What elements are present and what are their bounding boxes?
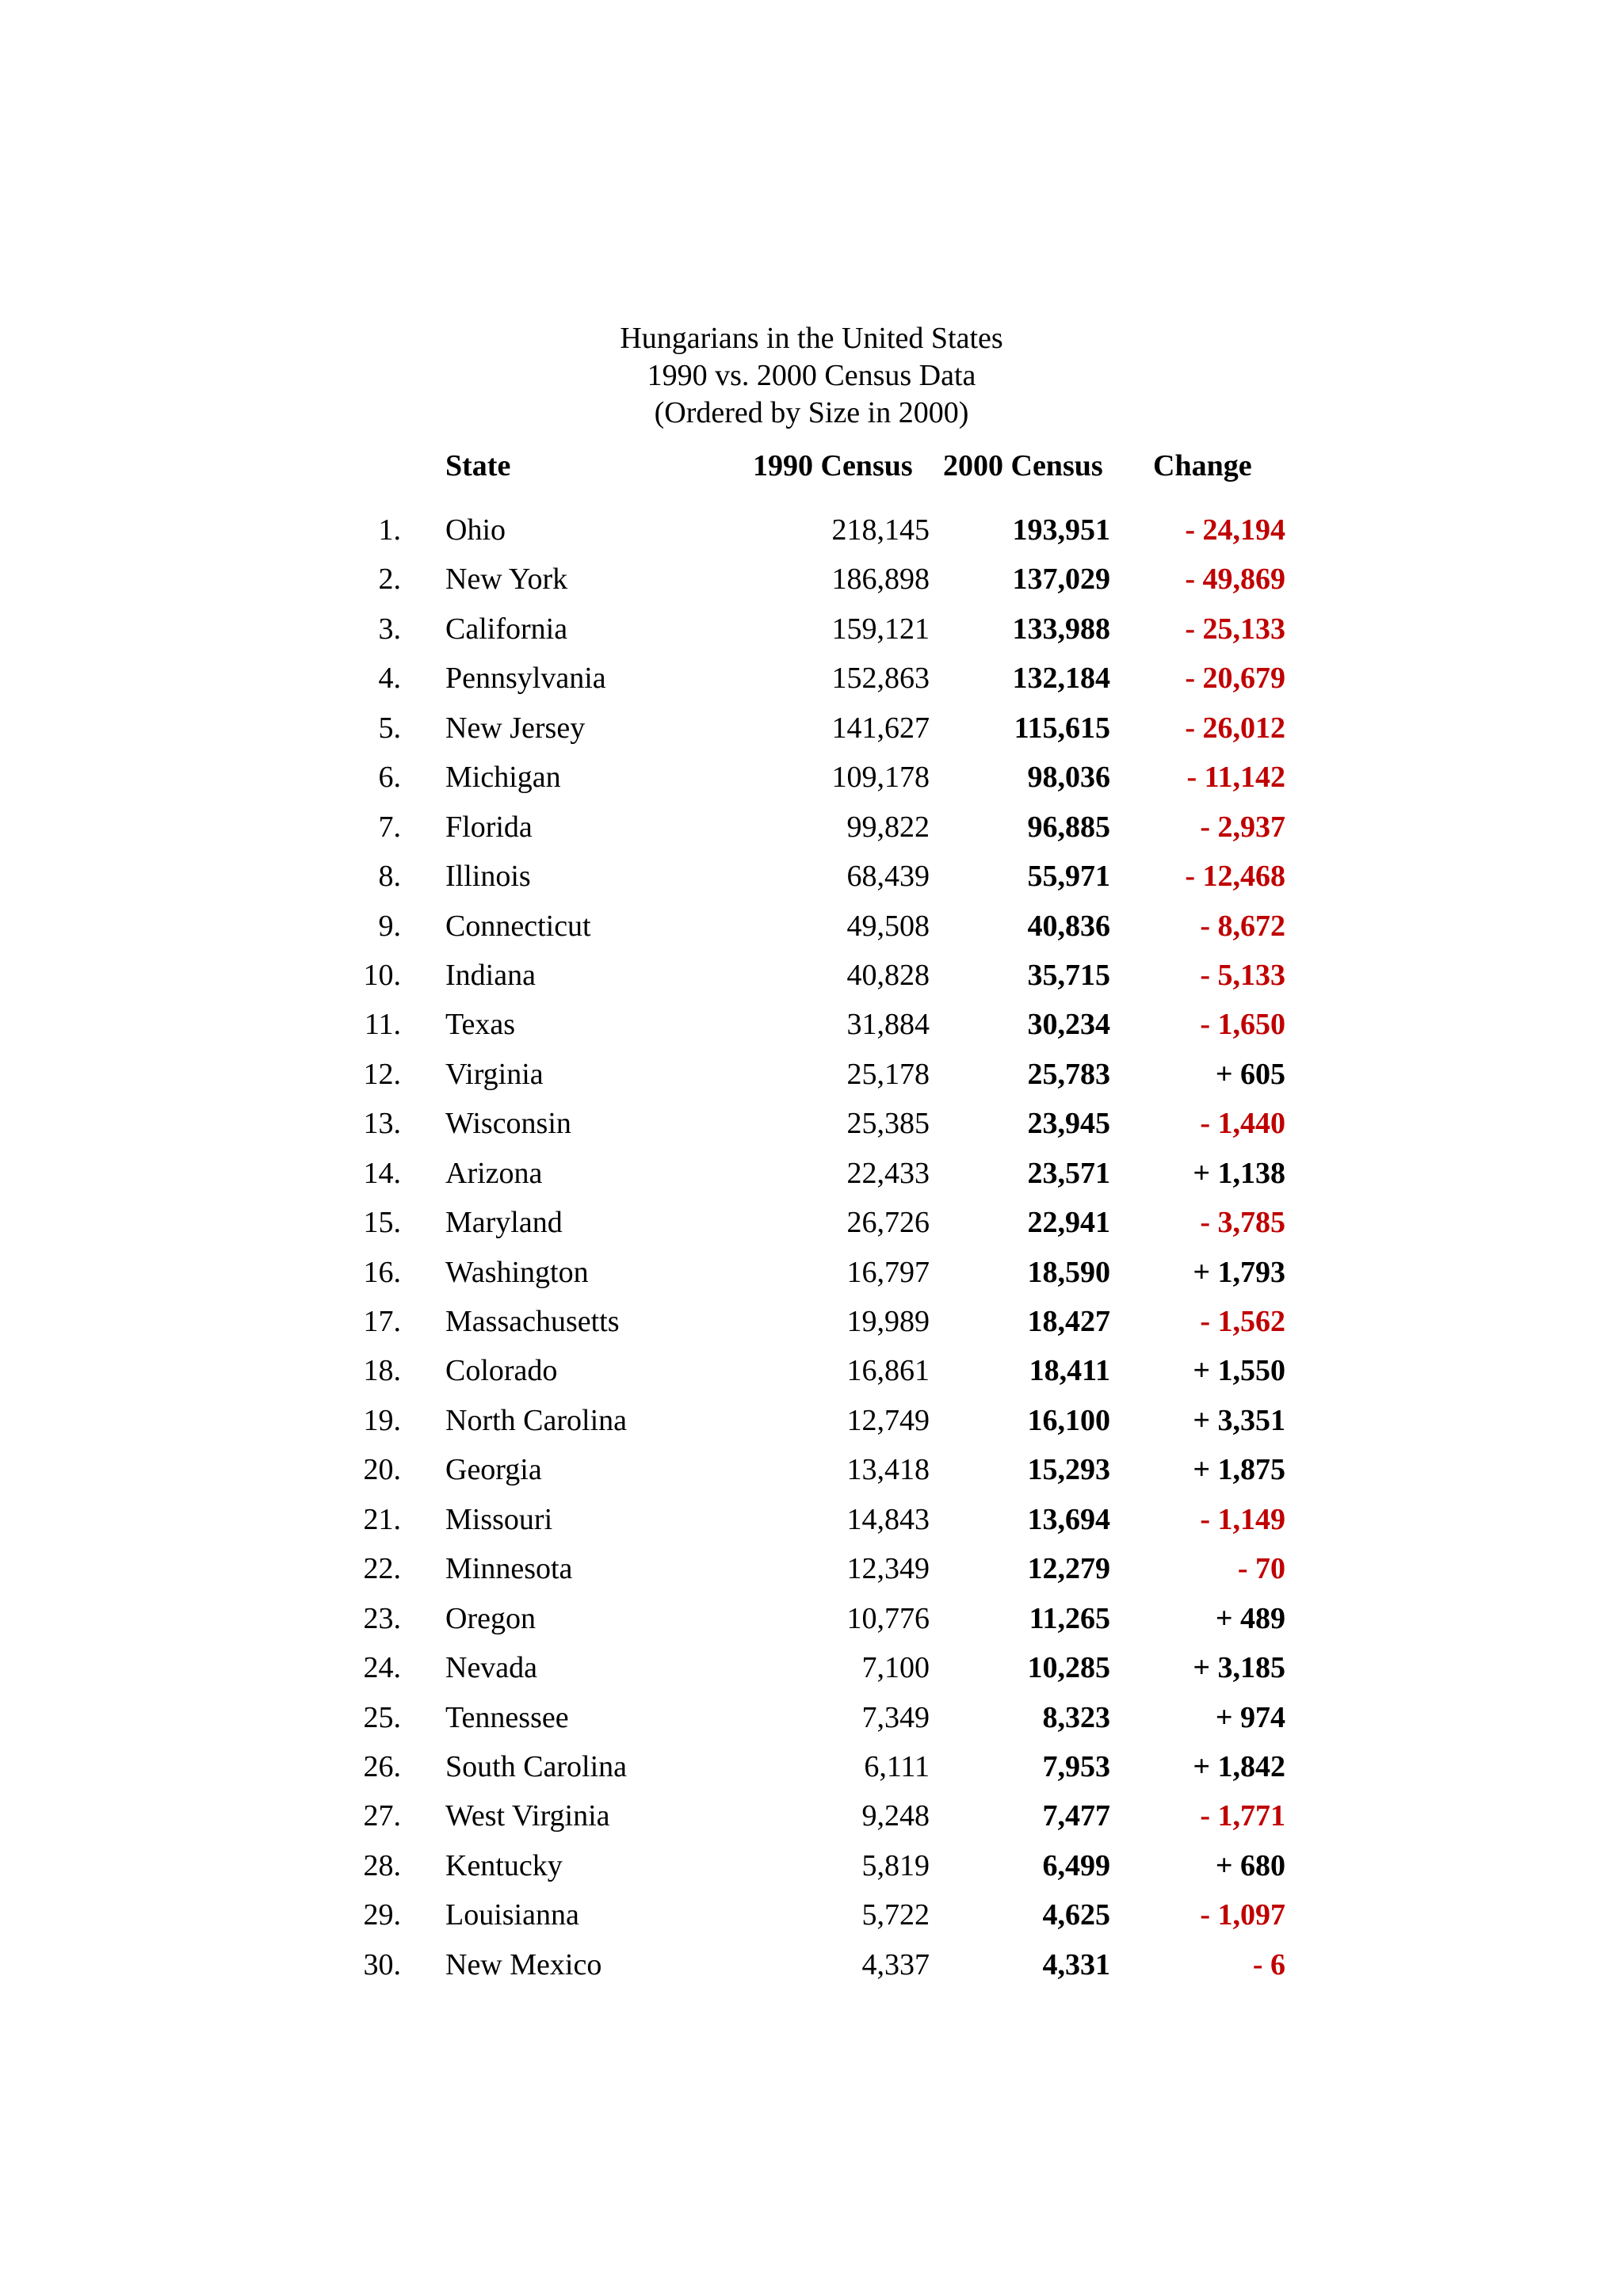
row-rank: 19.	[363, 1403, 401, 1437]
row-state-name: New Mexico	[445, 1947, 602, 1981]
header-1990-census: 1990 Census	[753, 449, 913, 482]
row-2000-census: 10,285	[1027, 1651, 1110, 1685]
row-change: + 605	[1215, 1057, 1285, 1091]
row-2000-census: 22,941	[1027, 1206, 1110, 1240]
row-change: + 1,550	[1193, 1354, 1285, 1388]
row-rank: 24.	[363, 1651, 401, 1685]
row-2000-census: 15,293	[1027, 1453, 1110, 1487]
row-1990-census: 141,627	[831, 711, 930, 745]
row-change: + 1,875	[1193, 1453, 1285, 1487]
row-change: - 6	[1252, 1947, 1285, 1981]
row-rank: 12.	[363, 1057, 401, 1091]
header-change: Change	[1153, 449, 1252, 482]
row-state-name: Illinois	[445, 860, 531, 894]
table-row	[0, 1693, 1623, 1742]
row-1990-census: 12,749	[846, 1403, 930, 1437]
table-row	[0, 803, 1623, 852]
row-2000-census: 35,715	[1027, 958, 1110, 992]
row-2000-census: 18,590	[1027, 1255, 1110, 1289]
table-row	[0, 852, 1623, 901]
row-rank: 26.	[363, 1749, 401, 1783]
row-change: - 26,012	[1185, 711, 1285, 745]
row-state-name: Tennessee	[445, 1700, 569, 1734]
row-state-name: Georgia	[445, 1453, 542, 1487]
row-change: + 1,793	[1193, 1255, 1285, 1289]
row-state-name: Texas	[445, 1008, 516, 1042]
row-2000-census: 55,971	[1027, 860, 1110, 894]
table-row	[0, 1248, 1623, 1297]
row-1990-census: 31,884	[846, 1008, 930, 1042]
row-change: - 1,149	[1200, 1502, 1285, 1536]
row-2000-census: 6,499	[1042, 1848, 1110, 1882]
row-1990-census: 22,433	[846, 1156, 930, 1190]
row-rank: 9.	[378, 909, 401, 943]
table-row	[0, 1297, 1623, 1346]
table-row	[0, 1940, 1623, 1989]
row-change: - 1,562	[1200, 1305, 1285, 1338]
row-change: - 12,468	[1185, 860, 1285, 894]
row-change: - 1,440	[1200, 1107, 1285, 1141]
row-2000-census: 96,885	[1027, 810, 1110, 844]
row-change: - 8,672	[1200, 909, 1285, 943]
row-change: - 1,097	[1200, 1898, 1285, 1932]
document-title	[0, 320, 1623, 432]
row-rank: 8.	[378, 860, 401, 894]
row-change: - 70	[1237, 1552, 1285, 1586]
title-line-2: 1990 vs. 2000 Census Data	[647, 359, 976, 392]
row-1990-census: 99,822	[846, 810, 930, 844]
table-row	[0, 1445, 1623, 1494]
row-2000-census: 132,184	[1012, 662, 1110, 696]
row-state-name: Ohio	[445, 513, 506, 547]
row-1990-census: 10,776	[846, 1601, 930, 1635]
row-rank: 23.	[363, 1601, 401, 1635]
row-2000-census: 16,100	[1027, 1403, 1110, 1437]
row-2000-census: 40,836	[1027, 909, 1110, 943]
row-1990-census: 7,349	[861, 1700, 930, 1734]
row-state-name: Wisconsin	[445, 1107, 571, 1141]
row-state-name: New York	[445, 563, 568, 597]
row-1990-census: 152,863	[831, 662, 930, 696]
row-rank: 18.	[363, 1354, 401, 1388]
table-row	[0, 1791, 1623, 1840]
row-change: - 20,679	[1185, 662, 1285, 696]
table-row	[0, 1050, 1623, 1099]
row-2000-census: 193,951	[1012, 513, 1110, 547]
table-row	[0, 1594, 1623, 1643]
row-state-name: Indiana	[445, 958, 536, 992]
row-rank: 3.	[378, 612, 401, 646]
table-row	[0, 1346, 1623, 1395]
row-1990-census: 186,898	[831, 563, 930, 597]
row-rank: 30.	[363, 1947, 401, 1981]
row-1990-census: 6,111	[864, 1749, 930, 1783]
row-state-name: New Jersey	[445, 711, 586, 745]
row-rank: 11.	[364, 1008, 401, 1042]
row-2000-census: 7,477	[1042, 1799, 1110, 1833]
row-change: - 1,771	[1200, 1799, 1285, 1833]
table-row	[0, 951, 1623, 1000]
row-change: + 680	[1215, 1848, 1285, 1882]
row-1990-census: 40,828	[846, 958, 930, 992]
table-row	[0, 1495, 1623, 1544]
row-rank: 14.	[363, 1156, 401, 1190]
title-line-3: (Ordered by Size in 2000)	[654, 396, 969, 429]
row-2000-census: 11,265	[1029, 1601, 1110, 1635]
table-row	[0, 1000, 1623, 1049]
table-row	[0, 704, 1623, 753]
row-2000-census: 133,988	[1012, 612, 1110, 646]
row-change: - 1,650	[1200, 1008, 1285, 1042]
row-rank: 28.	[363, 1848, 401, 1882]
row-state-name: Florida	[445, 810, 533, 844]
row-1990-census: 68,439	[846, 860, 930, 894]
table-row	[0, 1742, 1623, 1791]
table-row	[0, 505, 1623, 555]
row-state-name: Oregon	[445, 1601, 536, 1635]
row-2000-census: 4,625	[1042, 1898, 1110, 1932]
row-rank: 10.	[363, 958, 401, 992]
row-state-name: Arizona	[445, 1156, 543, 1190]
row-state-name: North Carolina	[445, 1403, 628, 1437]
row-1990-census: 4,337	[861, 1947, 930, 1981]
row-state-name: West Virginia	[445, 1799, 610, 1833]
row-1990-census: 49,508	[846, 909, 930, 943]
row-change: + 3,351	[1193, 1403, 1285, 1437]
table-row	[0, 1198, 1623, 1247]
row-state-name: Massachusetts	[445, 1305, 620, 1338]
row-rank: 2.	[378, 563, 401, 597]
row-change: - 2,937	[1200, 810, 1285, 844]
row-1990-census: 5,819	[861, 1848, 930, 1882]
row-1990-census: 109,178	[831, 761, 930, 795]
row-state-name: Nevada	[445, 1651, 538, 1685]
table-row	[0, 1396, 1623, 1445]
row-state-name: Washington	[445, 1255, 589, 1289]
row-rank: 1.	[378, 513, 401, 547]
row-rank: 21.	[363, 1502, 401, 1536]
table-row	[0, 605, 1623, 654]
row-1990-census: 7,100	[861, 1651, 930, 1685]
table-row	[0, 555, 1623, 604]
row-rank: 6.	[378, 761, 401, 795]
row-1990-census: 218,145	[831, 513, 930, 547]
row-2000-census: 25,783	[1027, 1057, 1110, 1091]
table-row	[0, 1890, 1623, 1939]
row-2000-census: 8,323	[1042, 1700, 1110, 1734]
row-1990-census: 25,178	[846, 1057, 930, 1091]
row-state-name: Maryland	[445, 1206, 563, 1240]
row-2000-census: 23,945	[1027, 1107, 1110, 1141]
row-rank: 15.	[363, 1206, 401, 1240]
row-rank: 27.	[363, 1799, 401, 1833]
row-2000-census: 12,279	[1027, 1552, 1110, 1586]
row-change: - 24,194	[1185, 513, 1285, 547]
row-rank: 5.	[378, 711, 401, 745]
row-2000-census: 23,571	[1027, 1156, 1110, 1190]
table-row	[0, 1544, 1623, 1593]
row-state-name: Connecticut	[445, 909, 591, 943]
header-2000-census: 2000 Census	[943, 449, 1103, 482]
row-1990-census: 13,418	[846, 1453, 930, 1487]
row-state-name: Missouri	[445, 1502, 553, 1536]
row-1990-census: 12,349	[846, 1552, 930, 1586]
row-1990-census: 16,797	[846, 1255, 930, 1289]
row-rank: 29.	[363, 1898, 401, 1932]
census-table-body	[0, 505, 1623, 1989]
row-rank: 4.	[378, 662, 401, 696]
row-2000-census: 4,331	[1042, 1947, 1110, 1981]
table-row	[0, 902, 1623, 951]
row-change: - 3,785	[1200, 1206, 1285, 1240]
row-1990-census: 159,121	[831, 612, 930, 646]
table-header	[0, 448, 1623, 488]
row-1990-census: 14,843	[846, 1502, 930, 1536]
row-change: - 11,142	[1186, 761, 1285, 795]
row-change: - 49,869	[1185, 563, 1285, 597]
row-2000-census: 7,953	[1042, 1749, 1110, 1783]
table-row	[0, 654, 1623, 703]
row-state-name: Kentucky	[445, 1848, 563, 1882]
row-change: + 3,185	[1193, 1651, 1285, 1685]
title-line-1: Hungarians in the United States	[620, 322, 1003, 355]
row-rank: 16.	[363, 1255, 401, 1289]
table-row	[0, 1841, 1623, 1890]
row-2000-census: 115,615	[1014, 711, 1110, 745]
row-rank: 20.	[363, 1453, 401, 1487]
row-1990-census: 19,989	[846, 1305, 930, 1338]
row-state-name: Minnesota	[445, 1552, 573, 1586]
row-rank: 17.	[363, 1305, 401, 1338]
row-change: - 25,133	[1185, 612, 1285, 646]
row-1990-census: 9,248	[861, 1799, 930, 1833]
row-2000-census: 137,029	[1012, 563, 1110, 597]
row-state-name: Colorado	[445, 1354, 558, 1388]
row-change: + 974	[1215, 1700, 1285, 1734]
table-row	[0, 1149, 1623, 1198]
row-change: - 5,133	[1200, 958, 1285, 992]
row-state-name: California	[445, 612, 568, 646]
row-rank: 22.	[363, 1552, 401, 1586]
row-state-name: Pennsylvania	[445, 662, 606, 696]
header-state: State	[445, 449, 511, 482]
row-rank: 25.	[363, 1700, 401, 1734]
row-change: + 1,138	[1193, 1156, 1285, 1190]
table-row	[0, 753, 1623, 802]
table-row	[0, 1643, 1623, 1692]
row-change: + 489	[1215, 1601, 1285, 1635]
row-state-name: Michigan	[445, 761, 561, 795]
row-2000-census: 98,036	[1027, 761, 1110, 795]
table-row	[0, 1099, 1623, 1148]
row-1990-census: 16,861	[846, 1354, 930, 1388]
row-change: + 1,842	[1193, 1749, 1285, 1783]
row-rank: 7.	[378, 810, 401, 844]
row-1990-census: 5,722	[861, 1898, 930, 1932]
row-2000-census: 18,411	[1029, 1354, 1110, 1388]
row-2000-census: 13,694	[1027, 1502, 1110, 1536]
row-state-name: Louisianna	[445, 1898, 579, 1932]
row-rank: 13.	[363, 1107, 401, 1141]
row-state-name: South Carolina	[445, 1749, 628, 1783]
row-state-name: Virginia	[445, 1057, 544, 1091]
row-1990-census: 26,726	[846, 1206, 930, 1240]
row-2000-census: 30,234	[1027, 1008, 1110, 1042]
row-2000-census: 18,427	[1027, 1305, 1110, 1338]
row-1990-census: 25,385	[846, 1107, 930, 1141]
